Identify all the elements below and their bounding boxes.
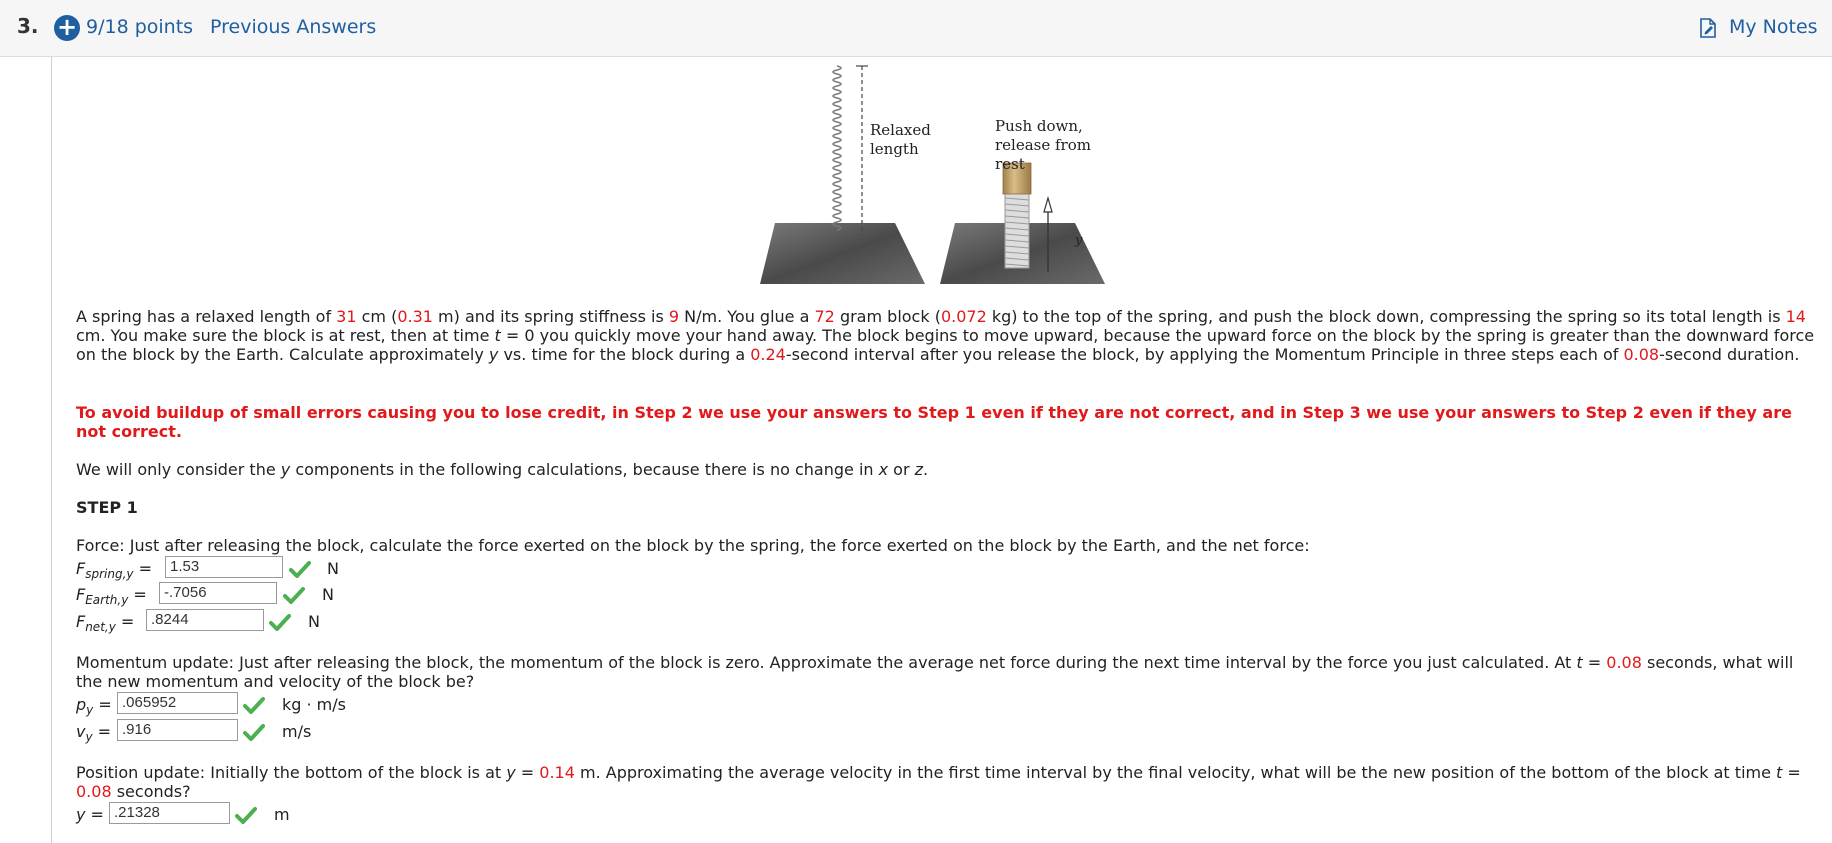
notes-icon[interactable] [1699,18,1717,38]
velocity-unit: m/s [282,722,312,741]
position-prompt: Position update: Initially the bottom of the block is at y = 0.14 m. Approximating the average velocity in the first time interval by the final velocity, what will be the new position of the bottom of the block at time t = 0.08 seconds? [76,763,1801,801]
step1-heading: STEP 1 [76,498,138,517]
spring-diagram [755,60,1135,290]
momentum-label: $p_y$ = [76,695,112,718]
momentum-unit: kg · m/s [282,695,346,714]
relaxed-spring [833,66,841,230]
velocity-label: $v_y$ = [76,722,112,745]
expand-plus-icon[interactable]: + [54,15,80,41]
spring-figure [755,60,1135,290]
earth-force-label: $F_{Earth,y}$ = [76,585,147,608]
net-force-unit: N [308,612,320,631]
force-prompt: Force: Just after releasing the block, calculate the force exerted on the block by the spring, the force exerted on the block by the Earth, and the net force: [76,536,1310,555]
left-border [51,57,52,843]
push-down-label: Push down, release from rest [995,117,1091,173]
y-axis-label: y [1075,233,1083,248]
spring-force-input[interactable]: 1.53 [165,556,283,578]
position-label: y = [76,805,104,824]
correct-check-icon [269,613,291,631]
relaxed-length-label: Relaxed length [870,121,931,158]
left-base-plate [760,223,925,284]
correct-check-icon [243,696,265,714]
previous-answers-link[interactable]: Previous Answers [210,16,377,38]
net-force-label: $F_{net,y}$ = [76,612,135,635]
momentum-prompt: Momentum update: Just after releasing the block, the momentum of the block is zero. Approximate the average net force during the next time interval by the force you just calculated. At t = 0.08 seconds, what will the new momentum and velocity of the block be? [76,653,1794,691]
my-notes-link[interactable]: My Notes [1729,16,1818,38]
points-link[interactable]: 9/18 points [86,16,194,38]
correct-check-icon [243,723,265,741]
correct-check-icon [283,586,305,604]
net-force-input[interactable]: .8244 [146,609,264,631]
position-input[interactable]: .21328 [109,802,230,824]
momentum-input[interactable]: .065952 [117,692,238,714]
correct-check-icon [235,806,257,824]
earth-force-unit: N [322,585,334,604]
question-number: 3. [17,14,39,38]
consider-text: We will only consider the y components in the following calculations, because there is no change in x or z. [76,460,929,479]
spring-force-label: $F_{spring,y}$ = [76,559,152,582]
correct-check-icon [289,560,311,578]
warning-text: To avoid buildup of small errors causing you to lose credit, in Step 2 we use your answers to Step 1 even if they are not correct, and in Step 3 we use your answers to Step 2 even if they are not correct. [76,403,1792,441]
spring-force-unit: N [327,559,339,578]
earth-force-input[interactable]: -.7056 [159,582,277,604]
problem-statement: A spring has a relaxed length of 31 cm (0.31 m) and its spring stiffness is 9 N/m. You glue a 72 gram block (0.072 kg) to the top of the spring, and push the block down, compressing the spring so its total length is 14 cm. You make sure the block is at rest, then at time t = 0 you quickly move your hand away. The block begins to move upward, because the upward force on the block by the spring is greater than the downward force on the block by the Earth. Calculate approximately y vs. time for the block during a 0.24-second interval after you release the block, by applying the Momentum Principle in three steps each of 0.08-second duration. [76,307,1815,364]
position-unit: m [274,805,290,824]
velocity-input[interactable]: .916 [117,719,238,741]
question-header [0,0,1832,57]
